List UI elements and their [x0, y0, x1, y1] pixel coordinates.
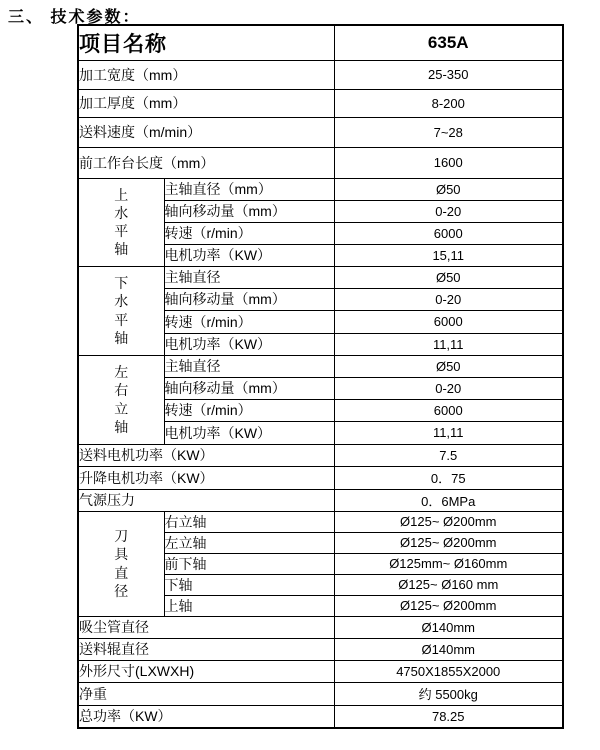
- spec-label: 前工作台长度（mm）: [78, 147, 334, 178]
- spec-label: 升降电机功率（KW）: [78, 466, 334, 489]
- spec-sublabel: 轴向移动量（mm）: [164, 288, 334, 310]
- spec-sublabel: 主轴直径: [164, 355, 334, 377]
- spec-value: 4750X1855X2000: [334, 660, 563, 682]
- group-label-cell: [78, 511, 164, 616]
- spec-value: 0-20: [334, 288, 563, 310]
- spec-value: 0-20: [334, 200, 563, 222]
- spec-value: 7.5: [334, 444, 563, 466]
- group-label: 上水平轴: [114, 186, 129, 258]
- spec-value: 8-200: [334, 89, 563, 117]
- spec-sublabel: 主轴直径（mm）: [164, 178, 334, 200]
- spec-label: 总功率（KW）: [78, 705, 334, 728]
- spec-value: 1600: [334, 147, 563, 178]
- spec-sublabel: 左立轴: [164, 532, 334, 553]
- table-row: [78, 660, 563, 682]
- spec-sublabel: 转速（r/min）: [164, 310, 334, 333]
- spec-value: 11,11: [334, 333, 563, 355]
- spec-value: Ø125~ Ø200mm: [334, 532, 563, 553]
- table-row: [78, 511, 563, 532]
- spec-sublabel: 前下轴: [164, 553, 334, 574]
- spec-value: Ø140mm: [334, 638, 563, 660]
- header-item-name: 项目名称: [78, 25, 334, 60]
- group-label-cell: [78, 178, 164, 266]
- spec-value: 6000: [334, 310, 563, 333]
- spec-sublabel: 下轴: [164, 574, 334, 595]
- spec-table: [77, 24, 564, 729]
- spec-value: 15,11: [334, 244, 563, 266]
- group-label: 刀具直径: [114, 528, 129, 599]
- spec-sublabel: 电机功率（KW）: [164, 244, 334, 266]
- spec-value: Ø50: [334, 355, 563, 377]
- spec-label: 加工宽度（mm）: [78, 60, 334, 89]
- group-label: 左右立轴: [114, 364, 129, 435]
- table-row: [78, 444, 563, 466]
- table-row: [78, 489, 563, 511]
- group-label: 下水平轴: [114, 275, 129, 346]
- spec-value: Ø125~ Ø200mm: [334, 511, 563, 532]
- spec-sublabel: 轴向移动量（mm）: [164, 377, 334, 399]
- table-row: [78, 682, 563, 705]
- table-row: [78, 89, 563, 117]
- group-label-cell: [78, 266, 164, 355]
- group-label-cell: [78, 355, 164, 444]
- spec-value: 6000: [334, 222, 563, 244]
- spec-value: 0．75: [334, 466, 563, 489]
- table-row: [78, 60, 563, 89]
- spec-label: 吸尘管直径: [78, 616, 334, 638]
- spec-label: 送料辊直径: [78, 638, 334, 660]
- spec-value: 7~28: [334, 117, 563, 147]
- spec-value: Ø125~ Ø200mm: [334, 595, 563, 616]
- table-row: [78, 616, 563, 638]
- spec-label: 加工厚度（mm）: [78, 89, 334, 117]
- spec-sublabel: 右立轴: [164, 511, 334, 532]
- spec-value: Ø125~ Ø160 mm: [334, 574, 563, 595]
- spec-sublabel: 上轴: [164, 595, 334, 616]
- spec-value: 78.25: [334, 705, 563, 728]
- table-row: [78, 147, 563, 178]
- spec-value: Ø50: [334, 266, 563, 288]
- header-model-name: 635A: [334, 25, 563, 60]
- spec-sublabel: 转速（r/min）: [164, 399, 334, 421]
- spec-label: 外形尺寸(LXWXH): [78, 660, 334, 682]
- spec-value: Ø125mm~ Ø160mm: [334, 553, 563, 574]
- table-header-row: [78, 25, 563, 60]
- table-row: [78, 266, 563, 288]
- spec-label: 送料速度（m/min）: [78, 117, 334, 147]
- spec-sublabel: 转速（r/min）: [164, 222, 334, 244]
- spec-label: 净重: [78, 682, 334, 705]
- table-row: [78, 355, 563, 377]
- spec-value: Ø140mm: [334, 616, 563, 638]
- table-row: [78, 705, 563, 728]
- spec-label: 送料电机功率（KW）: [78, 444, 334, 466]
- spec-value: 0-20: [334, 377, 563, 399]
- spec-value: 11,11: [334, 421, 563, 444]
- table-row: [78, 178, 563, 200]
- spec-label: 气源压力: [78, 489, 334, 511]
- table-row: [78, 638, 563, 660]
- spec-value: 25-350: [334, 60, 563, 89]
- spec-value: 约 5500kg: [334, 682, 563, 705]
- table-row: [78, 466, 563, 489]
- spec-sublabel: 轴向移动量（mm）: [164, 200, 334, 222]
- spec-value: 0．6MPa: [334, 489, 563, 511]
- section-heading: 三、 技术参数：: [8, 9, 141, 26]
- spec-sublabel: 电机功率（KW）: [164, 333, 334, 355]
- table-row: [78, 117, 563, 147]
- spec-value: Ø50: [334, 178, 563, 200]
- spec-sublabel: 电机功率（KW）: [164, 421, 334, 444]
- spec-sublabel: 主轴直径: [164, 266, 334, 288]
- spec-value: 6000: [334, 399, 563, 421]
